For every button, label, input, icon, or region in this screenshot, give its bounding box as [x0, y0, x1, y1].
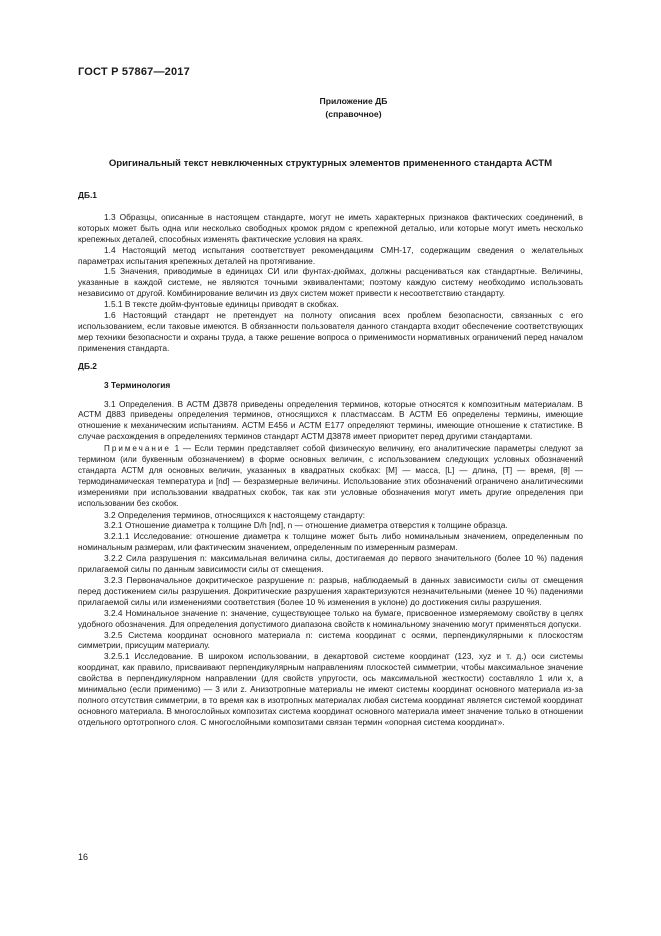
paragraph-3-2-1: 3.2.1 Отношение диаметра к толщине D/h [nd], n — отношение диаметра отверстия к толщине образца.	[104, 520, 508, 531]
appendix-kind: (справочное)	[325, 109, 382, 119]
paragraph-3-2-3: 3.2.3 Первоначальное докритическое разрушение n: разрыв, наблюдаемый в данных зависимости силы от смещения перед достижением силы разрушения. Докритические разрушения характеризуются незначительными (менее 10 %) падениями прилагаемой силы или изменениями соответствия (более 10 % изменения в уклоне) до достижения силы разрушения.	[78, 575, 583, 607]
paragraph-3-2-1-1: 3.2.1.1 Исследование: отношение диаметра к толщине может быть либо номинальным значением, определенным по номинальным размерам, или фактическим значением, определенным по измеренным размерам.	[78, 531, 583, 553]
section-3-heading: 3 Терминология	[104, 379, 171, 390]
appendix-title: Оригинальный текст невключенных структурных элементов примененного стандарта АСТМ	[108, 158, 553, 169]
paragraph-3-1: 3.1 Определения. В АСТМ Д3878 приведены определения терминов, которые относятся к композитным материалам. В АСТМ Д883 приведены определения терминов, относящихся к пластмассам. В АСТМ Е6 определены термины, имеющие отношение к механическим испытаниям. АСТМ Е456 и АСТМ Е177 определяют термины, имеющие отношение к статистике. В случае расхождения в определениях терминов стандарт АСТМ Д3878 имеет приоритет перед другими стандартами.	[78, 398, 583, 442]
paragraph-1-4: 1.4 Настоящий метод испытания соответствует рекомендациям СМН-17, содержащим сведения о желательных параметрах испытания крепежных деталей на протягивание.	[78, 244, 583, 266]
paragraph-1-3: 1.3 Образцы, описанные в настоящем стандарте, могут не иметь характерных признаков фактических соединений, в которых может быть одна или несколько свободных кромок рядом с крепежной деталью, или которые могут иметь несколько крепежных деталей, способных изменять фактические условия на краях.	[78, 211, 583, 244]
note-label: Примечание	[104, 444, 171, 454]
paragraph-3-2-2: 3.2.2 Сила разрушения n: максимальная величина силы, достигаемая до первого значительного (более 10 %) падения прилагаемой силы по данным зависимости силы от смещения.	[78, 553, 583, 575]
page-number: 16	[78, 852, 89, 862]
appendix-label: Приложение ДБ	[319, 96, 388, 106]
paragraph-1-5: 1.5 Значения, приводимые в единицах СИ или фунтах-дюймах, должны расцениваться как стандартные. Величины, указанные в каждой системе, не являются точными эквивалентами; поэтому каждую систему необходимо использовать независимо от другой. Комбинирование величин из двух систем может привести к несоответствию стандарту.	[78, 266, 583, 299]
paragraph-3-2-5-1: 3.2.5.1 Исследование. В широком использовании, в декартовой системе координат (123, xyz и т. д.) оси системы координат, как правило, присваивают перпендикулярным направлениям плоскостей симметрии, чтобы максимальное значение свойства в перпендикулярном направлении (для свойств упругости, ось максимальной жесткости) составляло 1 или x, а минимально (если применимо) — 3 или z. Анизотропные материалы не имеют системы координат основного материала из-за полного отсутствия симметрии, в то время как в изотропных материалах любая система координат является системой координат основного материала. В многослойных композитах система координат основного материала имеет значение только в отношении отдельного ортотропного слоя. С многослойными композитами связан термин «опорная система координат».	[78, 651, 583, 727]
document-code-header: ГОСТ Р 57867—2017	[78, 66, 190, 78]
appendix-heading	[0, 95, 661, 121]
note-1	[78, 444, 583, 509]
paragraph-3-2-5: 3.2.5 Система координат основного материала n: система координат с осями, перпендикулярными к плоскостям симметрии, присущим материалу.	[78, 629, 583, 651]
paragraph-1-5-1: 1.5.1 В тексте дюйм-фунтовые единицы приводят в скобках.	[104, 299, 339, 310]
paragraph-1-6: 1.6 Настоящий стандарт не претендует на полноту описания всех проблем безопасности, связанных с его использованием, если таковые имеются. В обязанности пользователя данного стандарта входит обеспечение соответствующих мер техники безопасности и охраны труда, а также решение вопроса о применимости нормативных ограничений перед началом применения стандарта.	[78, 310, 583, 353]
paragraph-3-2: 3.2 Определения терминов, относящихся к настоящему стандарту:	[104, 509, 365, 520]
note-text: 1 — Если термин представляет собой физическую величину, его аналитические параметры следуют за термином (или буквенным обозначением) в форме основных величин, с использованием следующих условных обозначений стандарта АСТМ для основных величин, указанных в квадратных скобках: [М] — масса, [L] — длина, [Т] — время, [θ] — термодинамическая температура и [nd] — безразмерные величины. Использование этих обозначений ограничено аналитическими измерениями при использовании квадратных скобок, так как эти условные обозначения могут иметь другие определения при использовании без скобок.	[78, 444, 583, 508]
section-db2-heading: ДБ.2	[78, 360, 97, 371]
document-body	[78, 186, 583, 728]
paragraph-3-2-4: 3.2.4 Номинальное значение n: значение, существующее только на бумаге, присвоенное измеряемому свойству в целях удобного обозначения. Для определения допустимого диапазона свойств к номинальному значению могут применяться допуски.	[78, 607, 583, 629]
section-db1-heading: ДБ.1	[78, 190, 97, 200]
